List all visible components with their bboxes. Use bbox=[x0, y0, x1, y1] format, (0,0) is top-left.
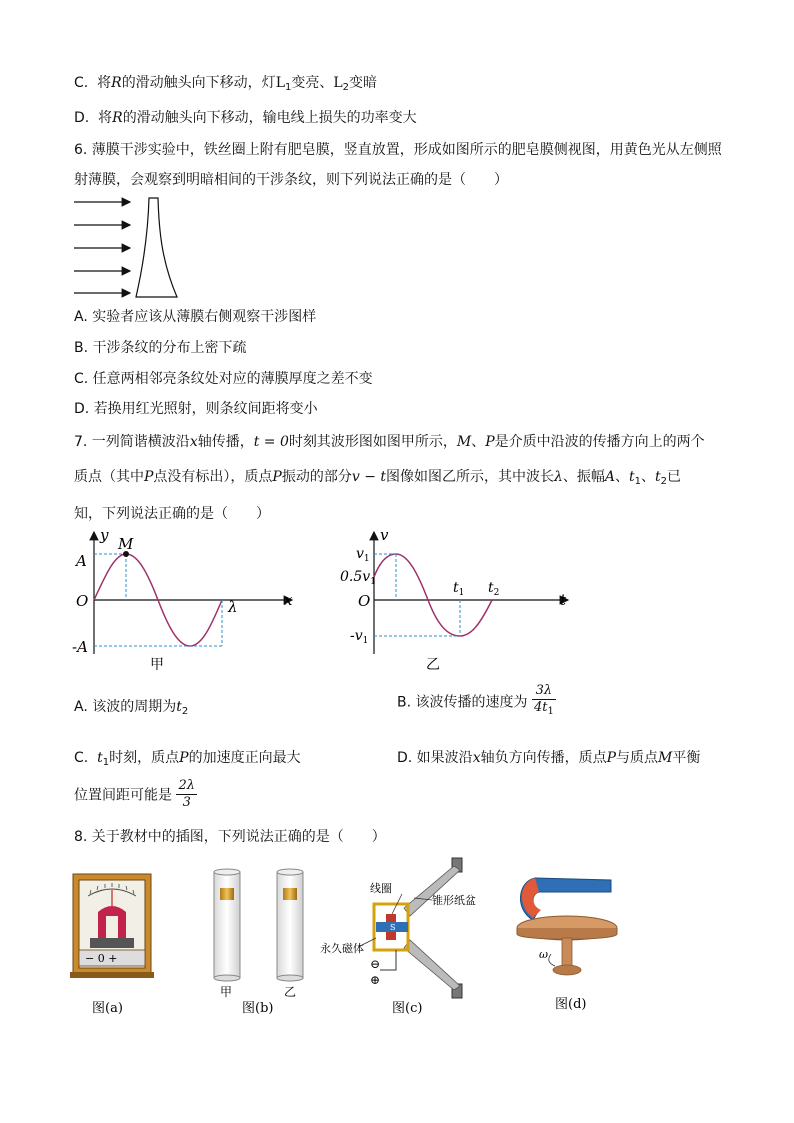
label-omega: ω bbox=[539, 948, 548, 961]
q6-option-b: B. 干涉条纹的分布上密下疏 bbox=[74, 340, 247, 356]
caption-a: 图(a) bbox=[92, 1001, 123, 1016]
q7-stem-line3: 知，下列说法正确的是（ ） bbox=[74, 506, 270, 522]
label-neg-v1: $-v_1$ bbox=[350, 628, 369, 646]
q7-figure-yi bbox=[336, 526, 576, 676]
label-v1: $v_1$ bbox=[356, 546, 370, 564]
q7-option-c: C. $t_1$时刻，质点P的加速度正向最大 bbox=[74, 750, 301, 768]
q6-option-c: C. 任意两相邻亮条纹处对应的薄膜厚度之差不变 bbox=[74, 371, 373, 387]
q8-stem: 8. 关于教材中的插图，下列说法正确的是（ ） bbox=[74, 829, 386, 845]
caption-jia: 甲 bbox=[150, 657, 164, 673]
label-o: O bbox=[358, 592, 371, 610]
q8-figure-d bbox=[505, 870, 635, 1018]
terminal-plus: ⊕ bbox=[370, 973, 381, 987]
caption-b: 图(b) bbox=[242, 1001, 274, 1016]
q7-stem-line1: 7. 一列简谐横波沿x轴传播，t = 0时刻其波形图如图甲所示，M、P是介质中沿波的传播方向上的两个 bbox=[74, 434, 705, 450]
label-t: t bbox=[560, 591, 567, 609]
q7-option-d: D. 如果波沿x轴负方向传播，质点P与质点M平衡 bbox=[397, 750, 701, 766]
tube-jia bbox=[214, 872, 240, 978]
label-yi: 乙 bbox=[284, 985, 297, 999]
magnet-jia bbox=[220, 888, 234, 900]
caption-c: 图(c) bbox=[392, 1001, 423, 1016]
soap-film bbox=[136, 198, 177, 297]
label-x: x bbox=[284, 591, 293, 609]
tube-yi bbox=[277, 872, 303, 978]
label-cone: 锥形纸盆 bbox=[432, 894, 476, 907]
q7-figure-jia bbox=[70, 526, 310, 676]
label-neg-a: -A bbox=[72, 638, 88, 656]
pole-n: N bbox=[410, 923, 417, 932]
q7-stem-line2: 质点（其中P点没有标出），质点P振动的部分v − t图像如图乙所示，其中波长λ、振幅A、$t_1$、$t_2$已 bbox=[74, 469, 682, 487]
q8-figure-b bbox=[200, 866, 320, 1017]
label-y: y bbox=[100, 526, 109, 544]
label-v: v bbox=[380, 526, 389, 544]
label-half-v1: $0.5v_1$ bbox=[340, 569, 376, 587]
label-t2: $t_2$ bbox=[488, 580, 500, 598]
fraction-3lambda-4t1: $\frac{3\lambda}{4t_1}$ bbox=[533, 683, 554, 717]
magnet-yi bbox=[283, 888, 297, 900]
q7-option-b: B. 该波传播的速度为 $\frac{3\lambda}{4t_1}$ bbox=[397, 683, 556, 720]
q8-figure-c bbox=[318, 856, 478, 1018]
label-m: M bbox=[118, 535, 134, 553]
label-magnet: 永久磁体 bbox=[320, 942, 364, 955]
q8-figure-a bbox=[70, 872, 160, 1017]
q7-option-d-cont: 位置间距可能是 $\frac{2\lambda}{3}$ bbox=[74, 778, 195, 810]
label-coil: 线圈 bbox=[370, 882, 392, 895]
q6-soap-film-figure bbox=[72, 192, 182, 302]
q6-stem-line1: 6. 薄膜干涉实验中，铁丝圈上附有肥皂膜，竖直放置，形成如图所示的肥皂膜侧视图，用黄色光从左侧照 bbox=[74, 142, 722, 158]
label-o: O bbox=[76, 592, 89, 610]
q6-stem-line2: 射薄膜，会观察到明暗相间的干涉条纹，则下列说法正确的是（ ） bbox=[74, 172, 508, 188]
fraction-2lambda-3: $\frac{2\lambda}{3}$ bbox=[178, 778, 195, 810]
q6-option-d: D. 若换用红光照射，则条纹间距将变小 bbox=[74, 401, 318, 417]
q6-option-a: A. 实验者应该从薄膜右侧观察干涉图样 bbox=[74, 309, 317, 325]
meter-terminals: − 0 + bbox=[85, 952, 118, 965]
label-jia: 甲 bbox=[220, 985, 233, 999]
label-t1: $t_1$ bbox=[453, 580, 465, 598]
option-c-prev: C. 将R的滑动触头向下移动，灯$L_1$变亮、$L_2$变暗 bbox=[74, 75, 378, 93]
label-a: A bbox=[76, 552, 87, 570]
caption-d: 图(d) bbox=[555, 997, 587, 1012]
q7-option-a: A. 该波的周期为$t_2$ bbox=[74, 699, 189, 717]
vt-curve bbox=[374, 554, 492, 636]
caption-yi: 乙 bbox=[426, 657, 440, 673]
terminal-minus: ⊖ bbox=[370, 957, 381, 971]
pole-s: S bbox=[390, 923, 396, 932]
label-lambda: λ bbox=[228, 598, 238, 616]
option-d-prev: D. 将R的滑动触头向下移动，输电线上损失的功率变大 bbox=[74, 110, 417, 126]
